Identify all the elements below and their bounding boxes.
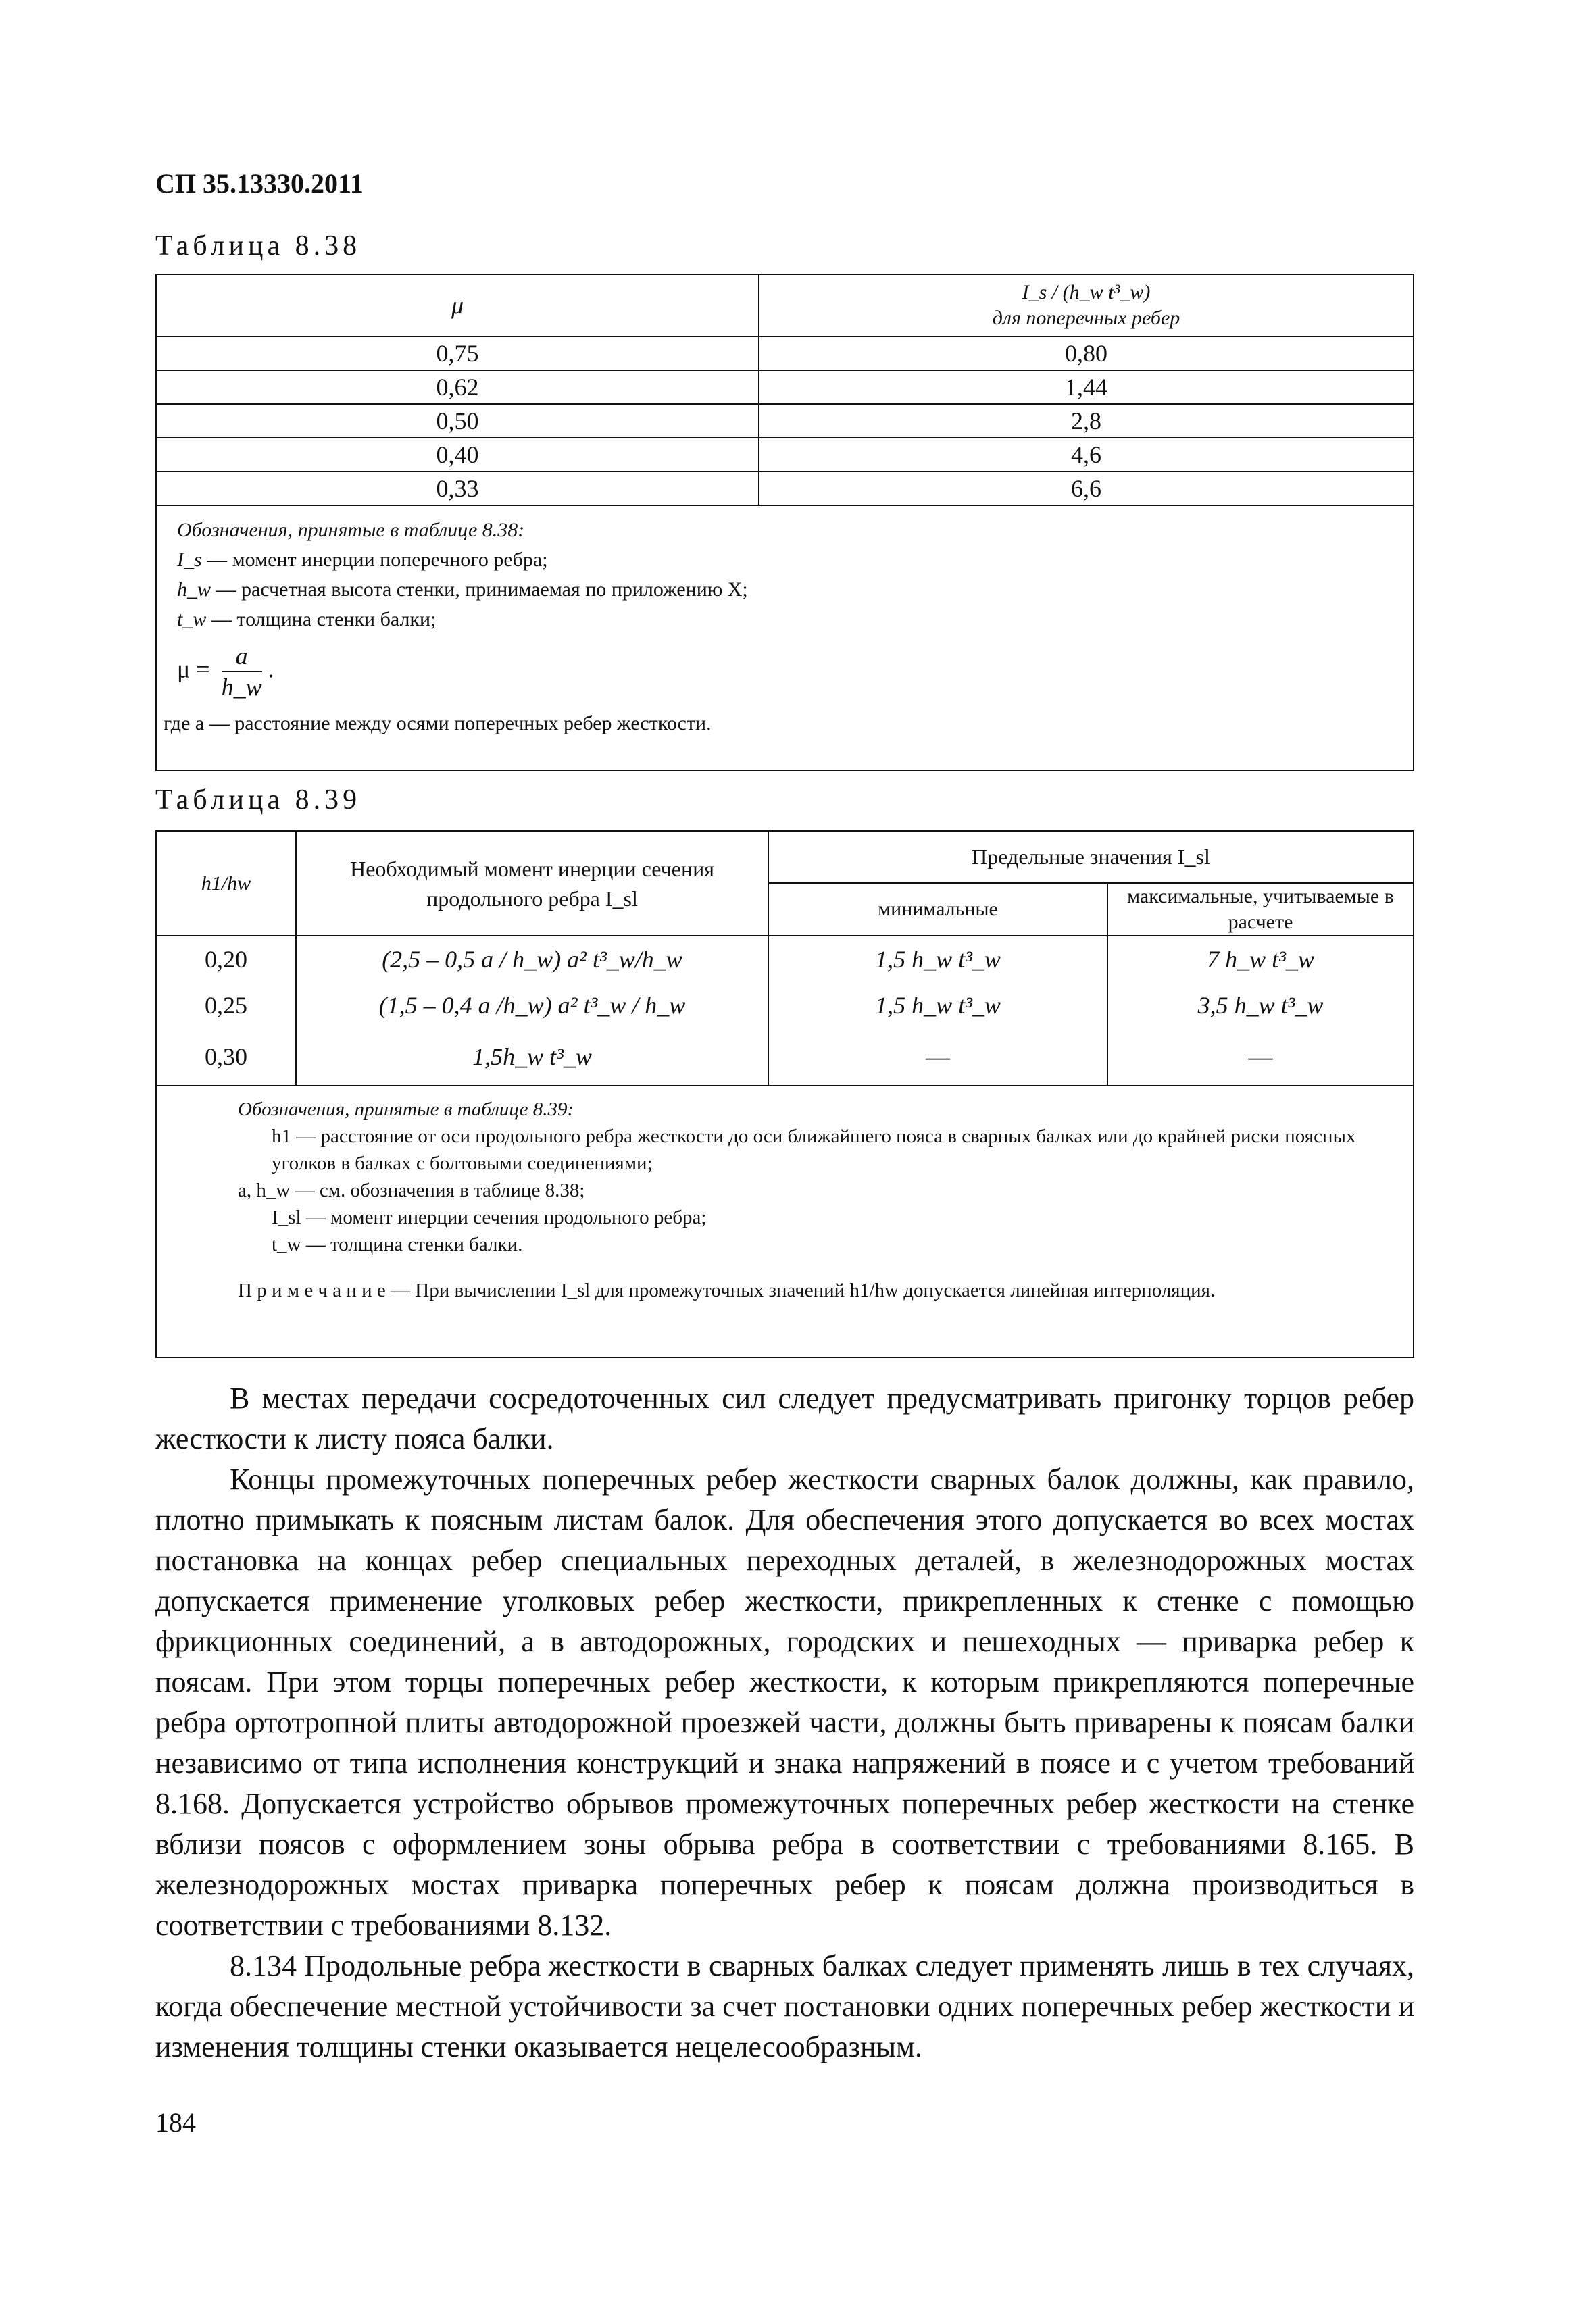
- mu-formula: [177, 641, 1399, 702]
- paragraph: 8.134 Продольные ребра жесткости в сварных балках следует применять лишь в тех случаях, когда обеспечение местной устойчивости за счет постановки одних поперечных ребер жесткости и изменения толщины стенки оказывается нецелесообразным.: [155, 1949, 1414, 2063]
- table-row: [156, 370, 1414, 404]
- note-text: — толщина стенки балки;: [211, 608, 437, 630]
- table-8-38-title: Таблица 8.38: [155, 230, 361, 261]
- formula-fraction: [222, 641, 262, 702]
- formula-end: .: [268, 655, 274, 683]
- note-symbol: I_s: [177, 549, 202, 571]
- cell: 0,62: [156, 370, 759, 404]
- paragraph: Концы промежуточных поперечных ребер жесткости сварных балок должны, как правило, плотно примыкать к поясным листам балок. Для обеспечения этого допускается во всех мостах постановка на концах ребер специальных переходных деталей, в железнодорожных мостах допускается применение уголковых ребер жесткости, прикрепленных к стенке с помощью фрикционных соединений, а в автодорожных, городских и пешеходных — приварка ребер к поясам. При этом торцы поперечных ребер жесткости, к которым прикрепляются поперечные ребра ортотропной плиты автодорожной проезжей части, должны быть приварены к поясам балки независимо от типа исполнения конструкций и знака напряжений в поясе и с учетом требований 8.168. Допускается устройство обрывов промежуточных поперечных ребер жесткости на стенке вблизи поясов с оформлением зоны обрыва ребра в соответствии с требованиями 8.165. В железнодорожных мостах приварка поперечных ребер к поясам должна производиться в соответствии с требованиями 8.132.: [155, 1463, 1414, 1942]
- cell: 0,40: [156, 438, 759, 472]
- notes-row: [156, 1086, 1414, 1357]
- cell: 0,25: [156, 982, 296, 1028]
- cell: 1,5h_w t³_w: [296, 1028, 768, 1086]
- paragraph: В местах передачи сосредоточенных сил следует предусматривать пригонку торцов ребер жесткости к листу пояса балки.: [155, 1382, 1414, 1455]
- table-row: [156, 438, 1414, 472]
- cell: —: [768, 1028, 1107, 1086]
- table-header-row: [156, 831, 1414, 883]
- note-item: h1 — расстояние от оси продольного ребра жесткости до оси ближайшего пояса в сварных балках или до крайней риски поясных уголков в балках с болтовыми соединениями;: [272, 1126, 1356, 1174]
- where-note: где a — расстояние между осями поперечных ребер жесткости.: [164, 712, 712, 734]
- note-symbol: t_w: [177, 608, 207, 630]
- table-row: [156, 1028, 1414, 1086]
- header-limit-values: Предельные значения I_sl: [768, 831, 1414, 883]
- note-item: I_sl — момент инерции сечения продольного ребра;: [272, 1207, 707, 1228]
- note-item: [177, 575, 1399, 605]
- cell: 3,5 h_w t³_w: [1107, 982, 1414, 1028]
- note-item: [177, 545, 1399, 575]
- header-maximal: максимальные, учитываемые в расчете: [1107, 883, 1414, 936]
- header-ratio-sub: для поперечных ребер: [992, 307, 1180, 329]
- formula-denominator: h_w: [221, 674, 262, 701]
- table-remark: П р и м е ч а н и е — При вычислении I_sl для промежуточных значений h1/hw допускается линейная интерполяция.: [238, 1280, 1216, 1301]
- notes-title: Обозначения, принятые в таблице 8.38:: [177, 519, 525, 541]
- page-number: 184: [155, 2107, 196, 2138]
- document-header: СП 35.13330.2011: [155, 168, 364, 199]
- note-item: [177, 605, 1399, 634]
- header-required-moment: Необходимый момент инерции сечения продольного ребра I_sl: [296, 831, 768, 936]
- cell: 0,33: [156, 472, 759, 505]
- header-ratio-formula: I_s / (h_w t³_w): [1022, 281, 1151, 303]
- header-ratio: [759, 274, 1414, 336]
- table-row: [156, 936, 1414, 982]
- formula-numerator: a: [222, 641, 262, 672]
- cell: (1,5 – 0,4 a /h_w) a² t³_w / h_w: [296, 982, 768, 1028]
- cell: 0,50: [156, 404, 759, 438]
- formula-lhs: μ =: [177, 655, 210, 683]
- header-minimal: минимальные: [768, 883, 1107, 936]
- note-item: a, h_w — см. обозначения в таблице 8.38;: [238, 1180, 585, 1201]
- cell: 2,8: [759, 404, 1414, 438]
- table-row: [156, 982, 1414, 1028]
- cell: 1,5 h_w t³_w: [768, 982, 1107, 1028]
- note-text: — расчетная высота стенки, принимаемая по приложению X;: [216, 578, 748, 601]
- table-8-39: [155, 830, 1414, 1358]
- notes-row: [156, 505, 1414, 770]
- table-row: [156, 336, 1414, 370]
- table-row: [156, 404, 1414, 438]
- cell: 1,5 h_w t³_w: [768, 936, 1107, 982]
- cell: (2,5 – 0,5 a / h_w) a² t³_w/h_w: [296, 936, 768, 982]
- table-row: [156, 472, 1414, 505]
- note-item: t_w — толщина стенки балки.: [272, 1234, 523, 1255]
- header-h-ratio: h1/hw: [156, 831, 296, 936]
- note-text: — момент инерции поперечного ребра;: [207, 549, 548, 571]
- table-header-row: [156, 274, 1414, 336]
- table-8-39-title: Таблица 8.39: [155, 784, 361, 815]
- notes-title: Обозначения, принятые в таблице 8.39:: [238, 1099, 574, 1120]
- body-text: [155, 1378, 1414, 2067]
- cell: —: [1107, 1028, 1414, 1086]
- cell: 0,80: [759, 336, 1414, 370]
- note-symbol: h_w: [177, 578, 211, 601]
- cell: 0,30: [156, 1028, 296, 1086]
- table-8-38: [155, 274, 1414, 771]
- cell: 4,6: [759, 438, 1414, 472]
- cell: 1,44: [759, 370, 1414, 404]
- cell: 6,6: [759, 472, 1414, 505]
- table-8-39-notes: [156, 1086, 1414, 1357]
- table-8-38-notes: [156, 505, 1414, 770]
- header-mu: μ: [156, 274, 759, 336]
- cell: 0,75: [156, 336, 759, 370]
- cell: 7 h_w t³_w: [1107, 936, 1414, 982]
- cell: 0,20: [156, 936, 296, 982]
